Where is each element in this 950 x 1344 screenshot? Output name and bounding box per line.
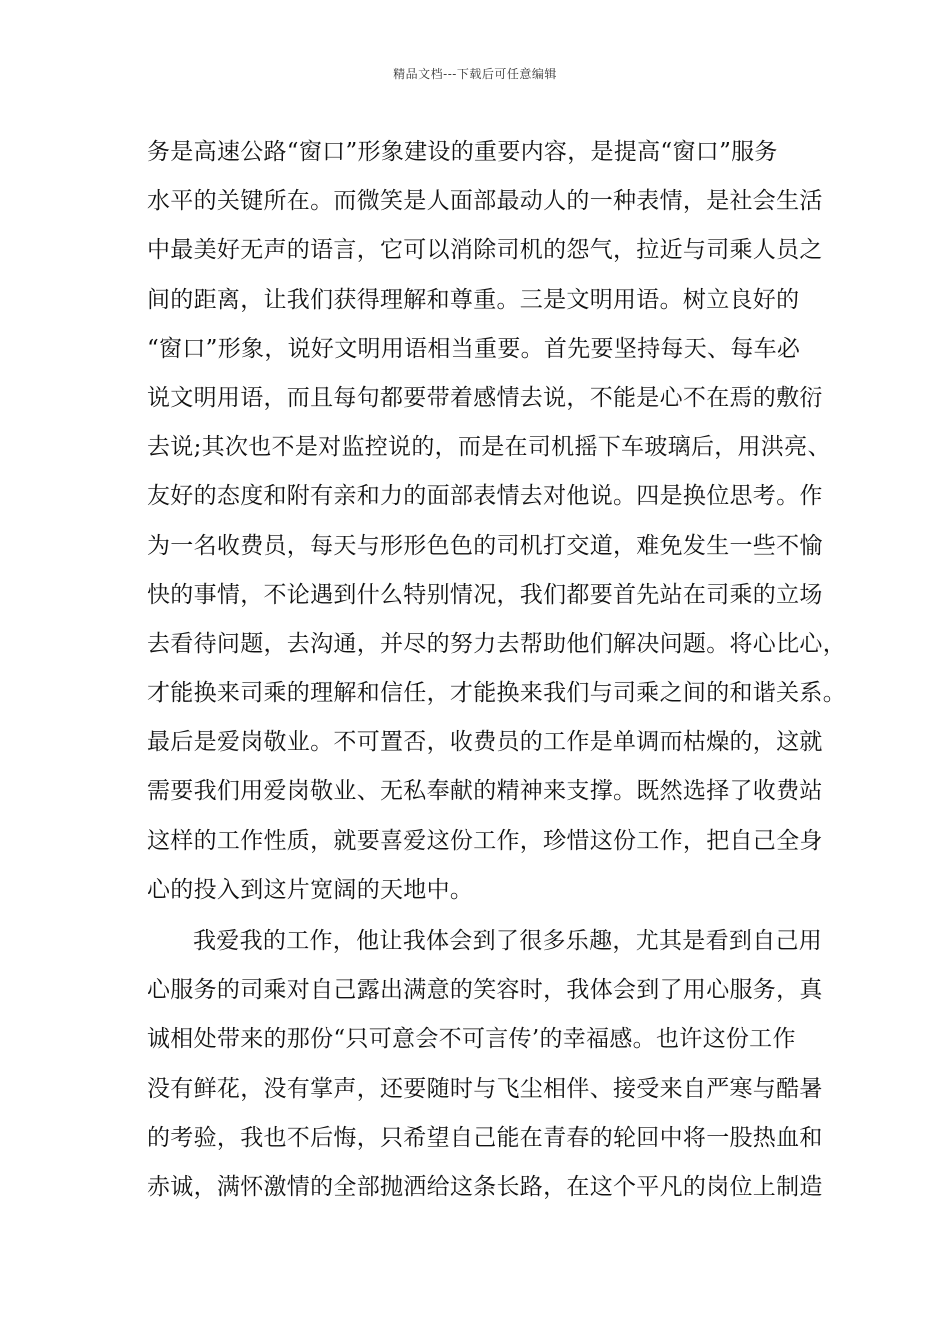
text-line: 为一名收费员，每天与形形色色的司机打交道，难免发生一些不愉 [147, 532, 823, 559]
body-text [147, 128, 846, 1212]
page-header: 精品文档---下载后可任意编辑 [393, 67, 557, 81]
text-line: 诚相处带来的那份“只可意会不可言传’的幸福感。也许这份工作 [147, 1026, 796, 1053]
text-line: 去说;其次也不是对监控说的，而是在司机摇下车玻璃后，用洪亮、 [147, 434, 831, 461]
text-line: 心的投入到这片宽阔的天地中。 [147, 876, 474, 903]
text-line: 去看待问题，去沟通，并尽的努力去帮助他们解决问题。将心比心， [147, 630, 846, 657]
text-line: 才能换来司乘的理解和信任，才能换来我们与司乘之间的和谐关系。 [147, 680, 846, 707]
text-line: 最后是爱岗敬业。不可置否，收费员的工作是单调而枯燥的，这就 [147, 729, 823, 756]
text-line: 友好的态度和附有亲和力的面部表情去对他说。四是换位思考。作 [147, 483, 823, 510]
text-line: “窗口”形象，说好文明用语相当重要。首先要坚持每天、每车必 [147, 335, 801, 362]
text-line: 我爱我的工作，他让我体会到了很多乐趣，尤其是看到自己用 [193, 928, 823, 954]
paragraph [147, 128, 846, 915]
text-line: 赤诚，满怀激情的全部抛洒给这条长路，在这个平凡的岗位上制造 [147, 1173, 823, 1200]
text-line: 没有鲜花，没有掌声，还要随时与飞尘相伴、接受来自严寒与酷暑 [147, 1075, 823, 1102]
text-line: 水平的关键所在。而微笑是人面部最动人的一种表情，是社会生活 [147, 188, 823, 215]
text-line: 需要我们用爱岗敬业、无私奉献的精神来支撑。既然选择了收费站 [147, 778, 823, 805]
text-line: 说文明用语，而且每句都要带着感情去说，不能是心不在焉的敷衍 [147, 384, 823, 411]
text-line: 心服务的司乘对自己露出满意的笑容时，我体会到了用心服务，真 [147, 977, 823, 1004]
text-line: 务是高速公路“窗口”形象建设的重要内容，是提高“窗口”服务 [147, 139, 778, 165]
paragraph [147, 917, 827, 1212]
text-line: 间的距离，让我们获得理解和尊重。三是文明用语。树立良好的 [147, 286, 800, 313]
text-line: 快的事情，不论遇到什么特别情况，我们都要首先站在司乘的立场 [147, 581, 823, 608]
text-line: 这样的工作性质，就要喜爱这份工作，珍惜这份工作，把自己全身 [147, 827, 823, 854]
text-line: 的考验，我也不后悔，只希望自己能在青春的轮回中将一股热血和 [147, 1124, 823, 1151]
text-line: 中最美好无声的语言，它可以消除司机的怨气，拉近与司乘人员之 [147, 237, 823, 264]
